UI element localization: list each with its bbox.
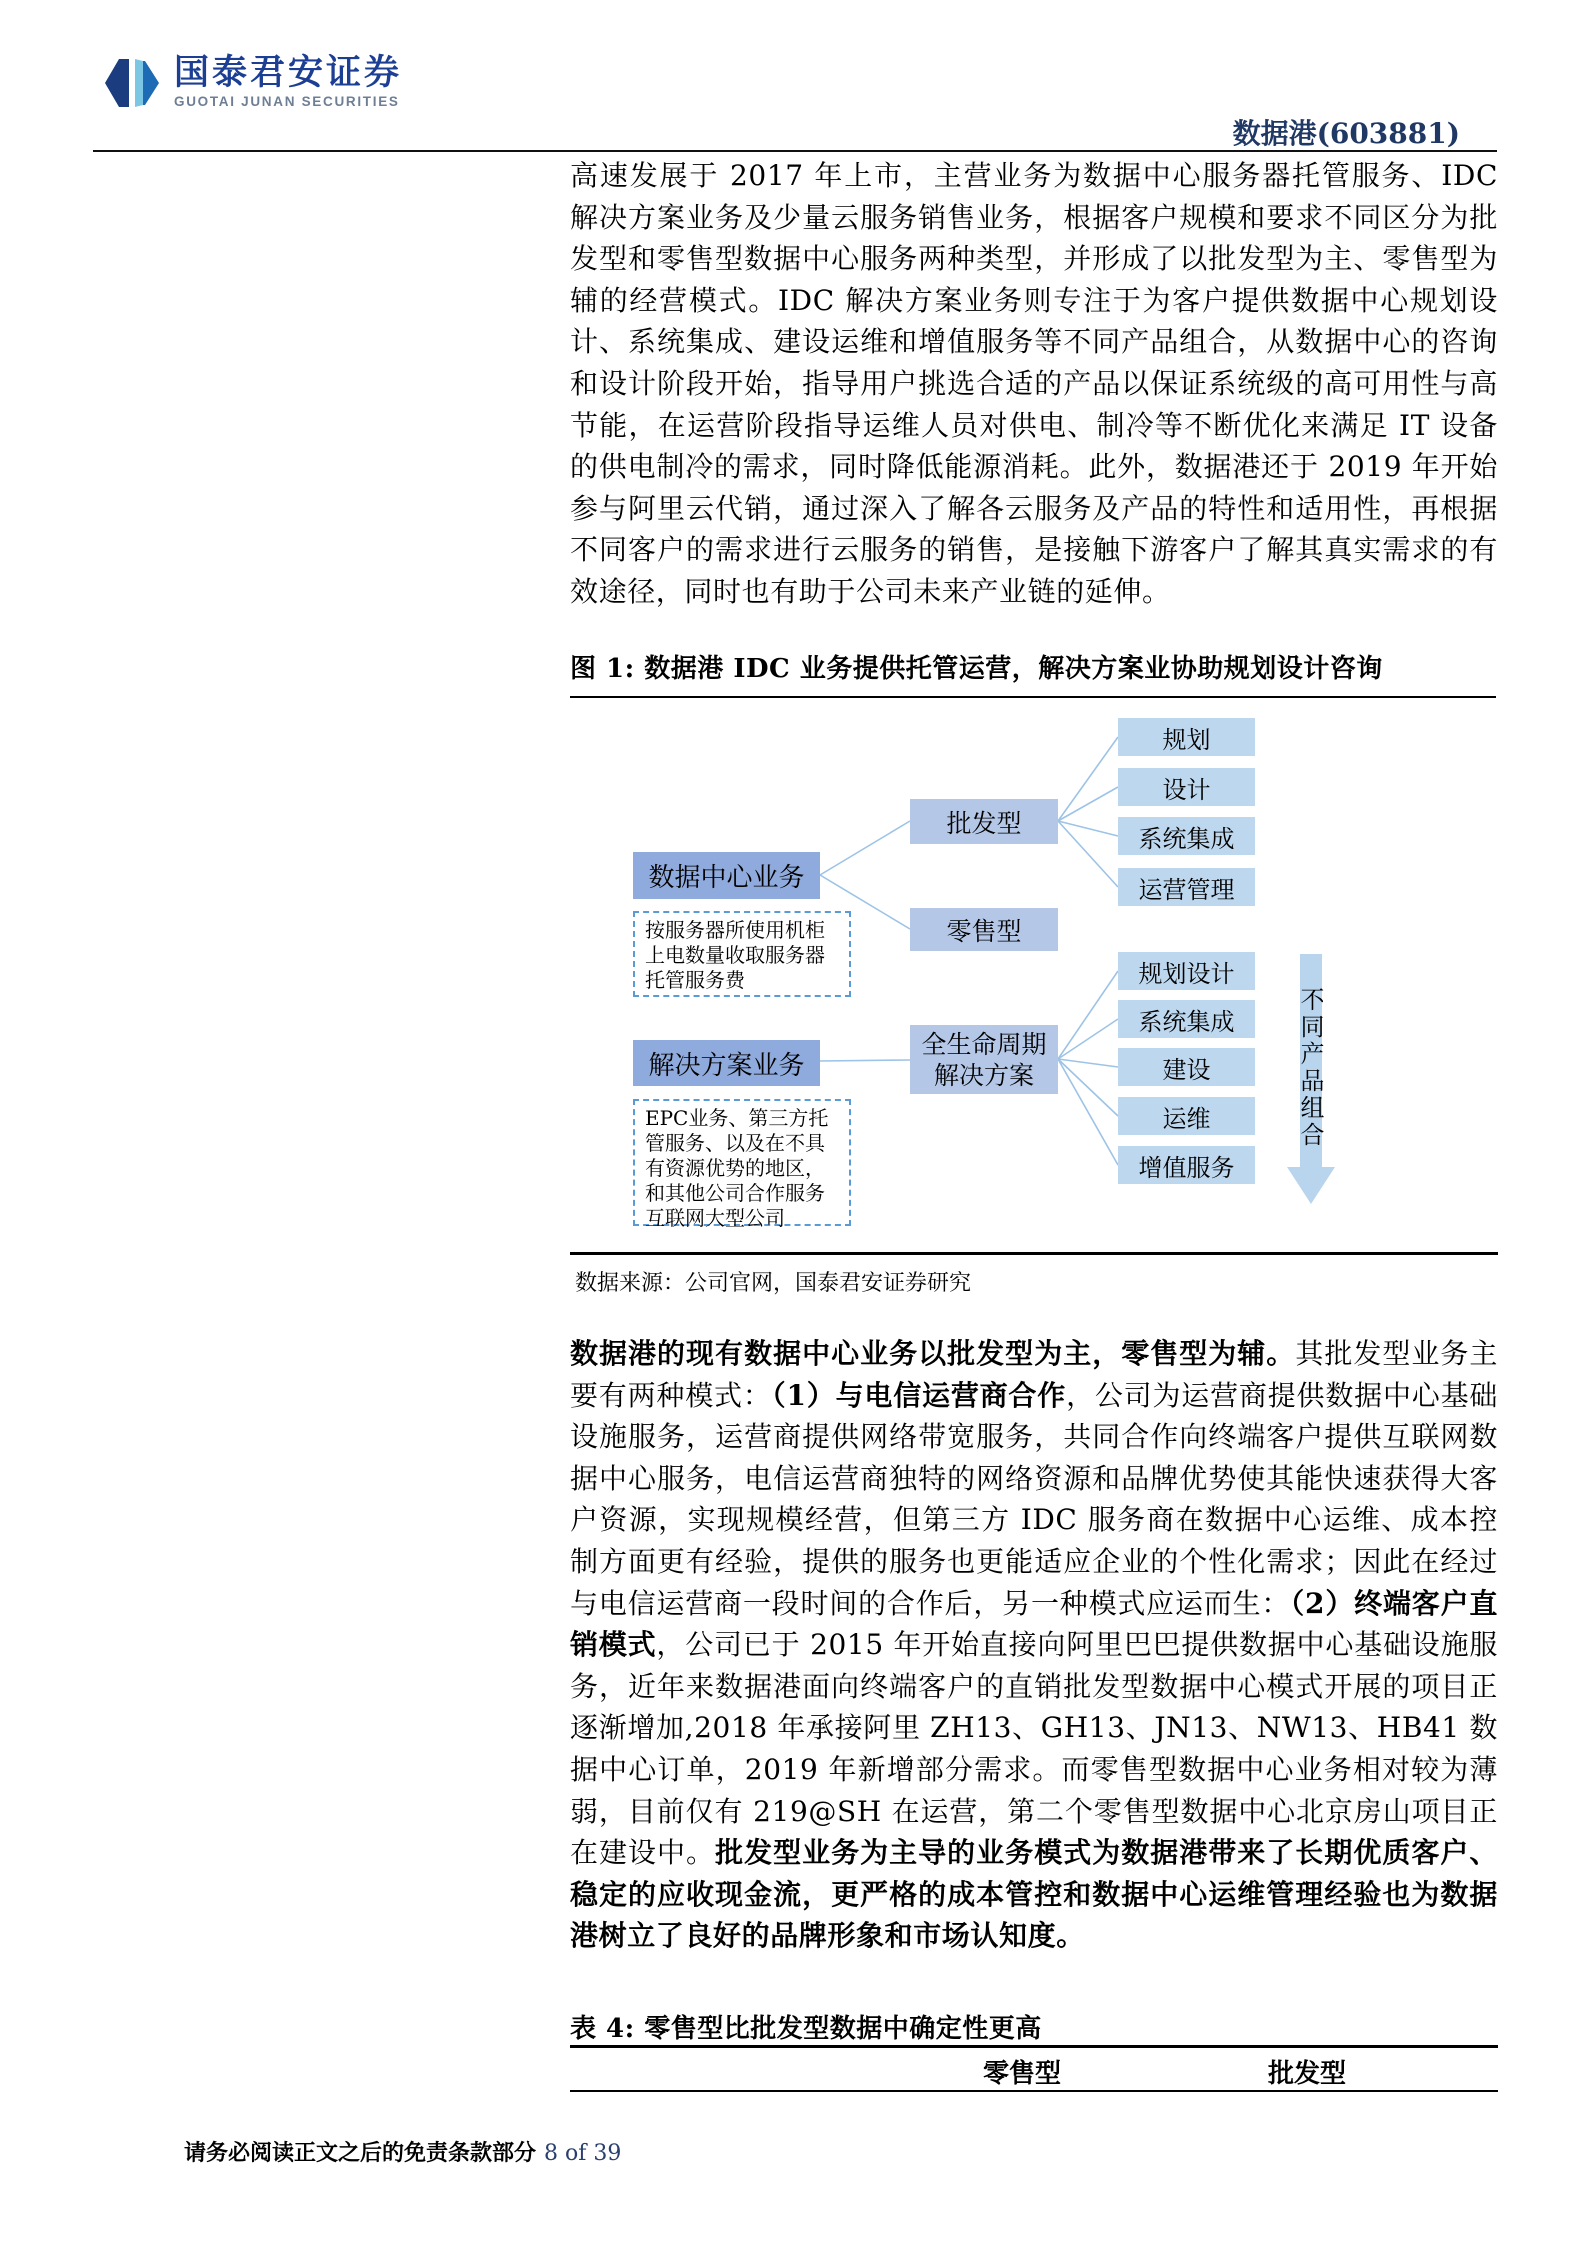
box-solution-business: 解决方案业务 [633,1040,820,1086]
text-segment: 其批发型业务主要有两种模式： [570,1337,1498,1412]
box-construction: 建设 [1118,1048,1255,1086]
page-footer [184,2136,621,2167]
body-paragraph-1 [570,155,1498,613]
figure-1-diagram [570,697,1500,1253]
table-header-divider [570,2090,1498,2092]
guotai-junan-logo-icon [104,54,160,112]
text-segment: （2）终端客户直销模式 [570,1586,1498,1662]
note-datacenter-billing: 按服务器所使用机柜上电数量收取服务器托管服务费 [633,911,851,997]
company-logo [104,54,402,112]
figure-source-note: 数据来源：公司官网，国泰君安证券研究 [575,1271,972,1296]
header-divider [93,150,1497,152]
box-system-integration-2: 系统集成 [1118,1000,1255,1038]
box-datacenter-business: 数据中心业务 [633,852,820,899]
table-4-title: 表 4: 零售型比批发型数据中确定性更高 [570,2014,1042,2044]
text-segment: 批发型业务为主导的业务模式为数据港带来了长期优质客户、稳定的应收现金流，更严格的成本管控和数据中心运维管理经验也为数据港树立了良好的品牌形象和市场认知度。 [570,1836,1498,1953]
box-system-integration: 系统集成 [1118,817,1255,855]
text-segment: ，公司已于 2015 年开始直接向阿里巴巴提供数据中心基础设施服务，近年来数据港面向终端客户的直销批发型数据中心模式开展的项目正逐渐增加,2018 年承接阿里 ZH13、GH13、JN13、NW13、HB41 数据中心订单，2019 年新增部分需求。而零售型数据中心业务相对较为薄弱，目前仅有 219@SH 在运营，第二个零售型数据中心北京房山项目正在建设中。 [570,1628,1498,1870]
box-value-added-service: 增值服务 [1118,1146,1255,1184]
box-full-lifecycle-solution: 全生命周期解决方案 [910,1025,1058,1094]
table-column-wholesale: 批发型 [1268,2059,1347,2089]
page-number: 8 of 39 [544,2141,622,2166]
text-segment: 高速发展于 2017 年上市，主营业务为数据中心服务器托管服务、IDC 解决方案业务及少量云服务销售业务，根据客户规模和要求不同区分为批发型和零售型数据中心服务两种类型，并形成了以批发型为主、零售型为辅的经营模式。IDC 解决方案业务则专注于为客户提供数据中心规划设计、系统集成、建设运维和增值服务等不同产品组合，从数据中心的咨询和设计阶段开始，指导用户挑选合适的产品以保证系统级的高可用性与高节能，在运营阶段指导运维人员对供电、制冷等不断优化来满足 IT 设备的供电制冷的需求，同时降低能源消耗。此外，数据港还于 2019 年开始参与阿里云代销，通过深入了解各云服务及产品的特性和适用性，再根据不同客户的需求进行云服务的销售，是接触下游客户了解其真实需求的有效途径，同时也有助于公司未来产业链的延伸。 [570,159,1498,608]
text-segment: （1）与电信运营商合作 [771,1378,1067,1412]
box-operation-management: 运营管理 [1118,868,1255,906]
text-segment: 数据港的现有数据中心业务以批发型为主，零售型为辅。 [570,1337,1296,1370]
box-wholesale-type: 批发型 [910,799,1058,844]
brand-name-en: GUOTAI JUNAN SECURITIES [174,94,400,109]
text-segment: ，公司为运营商提供数据中心基础设施服务，运营商提供网络带宽服务，共同合作向终端客户提供互联网数据中心服务，电信运营商独特的网络资源和品牌优势使其能快速获得大客户资源，实现规模经营，但第三方 IDC 服务商在数据中心运维、成本控制方面更有经验，提供的服务也更能适应企业的个性化需求；因此在经过与电信运营商一段时间的合作后，另一种模式应运而生： [570,1378,1498,1620]
brand-text [174,54,402,109]
box-design: 设计 [1118,768,1255,806]
table-top-divider [570,2045,1498,2048]
box-operation-maintenance: 运维 [1118,1097,1255,1135]
figure-1-title: 图 1: 数据港 IDC 业务提供托管运营，解决方案业协助规划设计咨询 [570,648,1496,698]
box-retail-type: 零售型 [910,908,1058,951]
box-planning-design: 规划设计 [1118,952,1255,990]
brand-name-cn: 国泰君安证券 [174,53,403,92]
note-solution-scope: EPC业务、第三方托管服务、以及在不具有资源优势的地区，和其他公司合作服务互联网大型公司 [633,1099,851,1226]
arrow-label-product-mix: 不同产品组合 [1296,987,1324,1149]
disclaimer-text: 请务必阅读正文之后的免责条款部分 [184,2140,537,2166]
table-column-retail: 零售型 [983,2059,1062,2089]
figure-bottom-divider [570,1252,1498,1255]
body-paragraph-2 [570,1333,1498,1957]
stock-name-code: 数据港(603881) [1232,117,1460,150]
box-planning: 规划 [1118,718,1255,756]
